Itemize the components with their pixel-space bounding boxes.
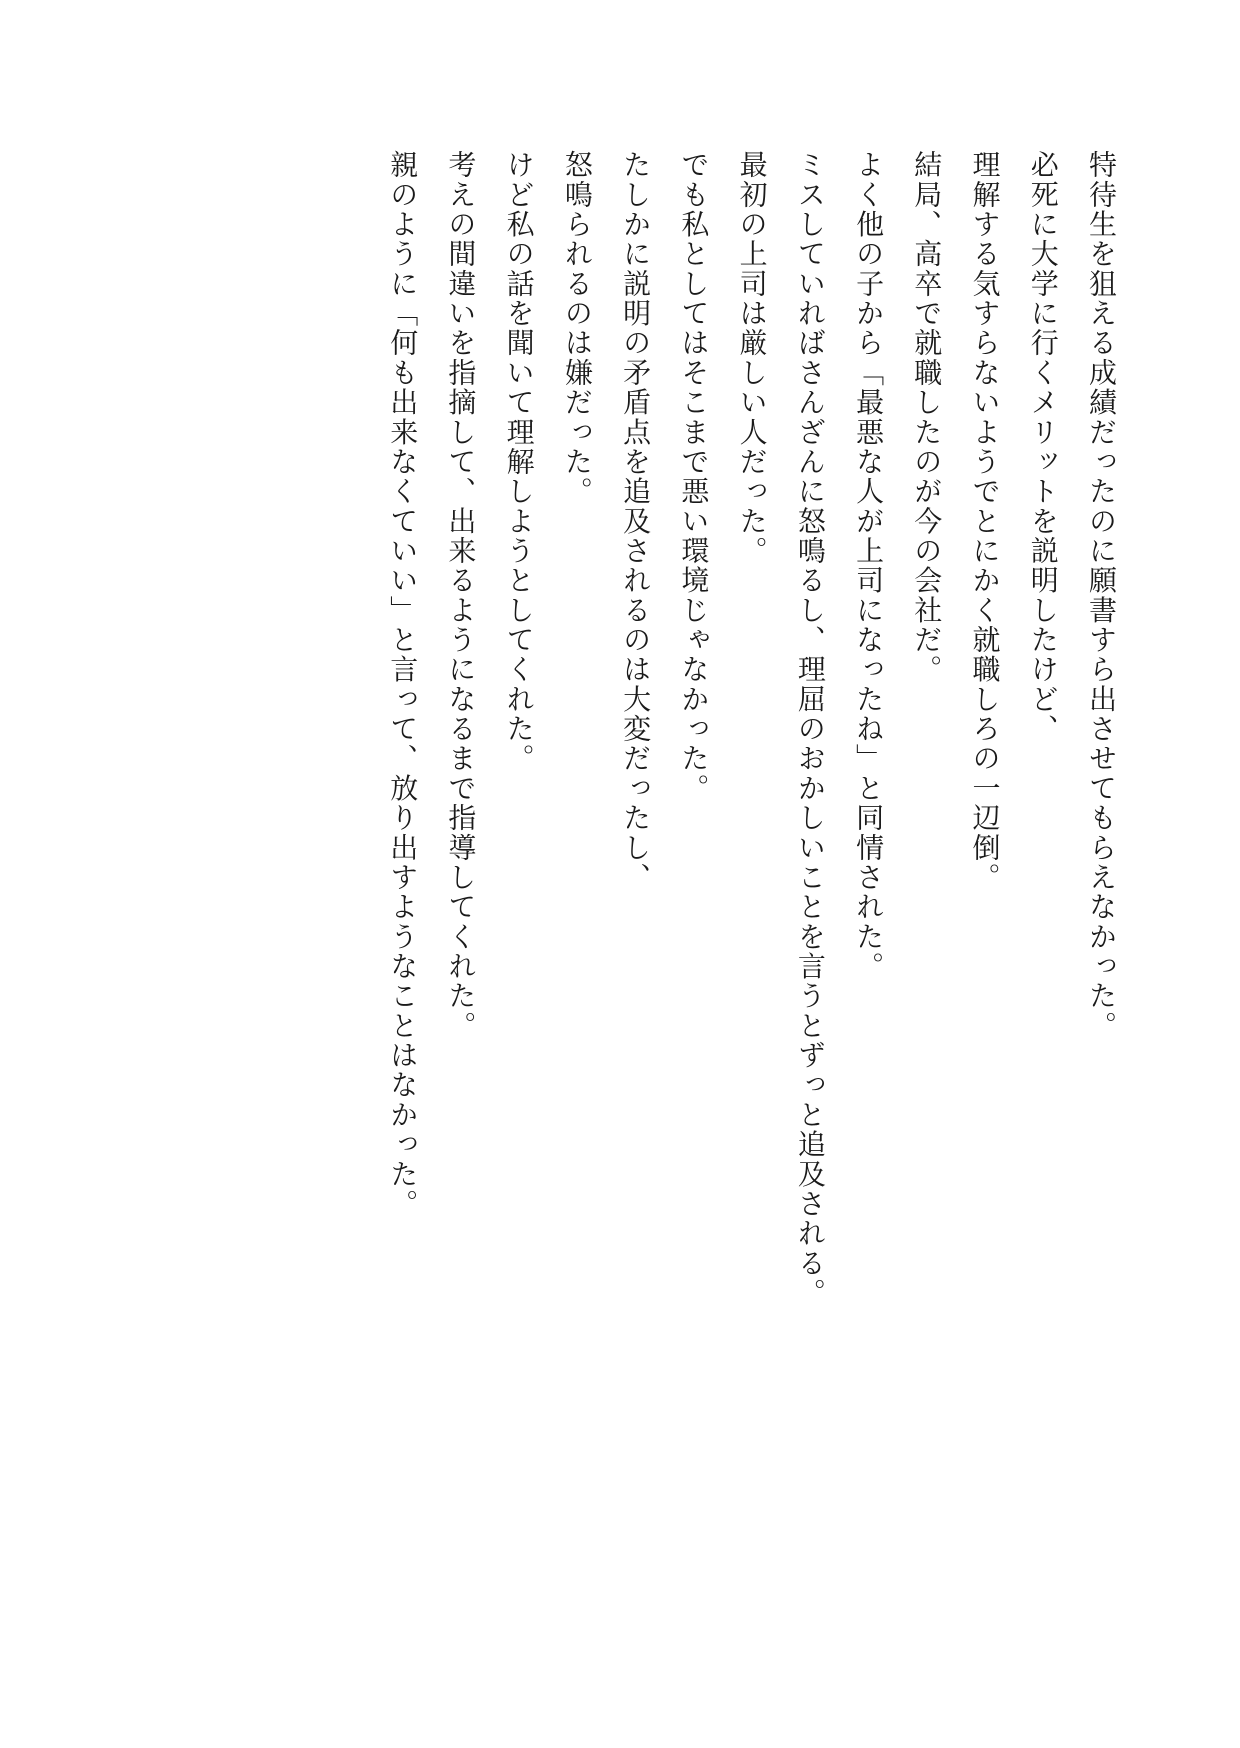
paragraph: 最初の上司は厳しい人だった。 <box>735 150 769 566</box>
vertical-body-text <box>310 150 1130 1470</box>
paragraph: 考えの間違いを指摘して、出来るようになるまで指導してくれた。 <box>444 150 478 1041</box>
paragraph: ミスしていればさんざんに怒鳴るし、理屈のおかしいことを言うとずっと追及される。 <box>793 150 827 1308</box>
paragraph: でも私としてはそこまで悪い環境じゃなかった。 <box>677 150 711 803</box>
paragraph: 理解する気すらないようでとにかく就職しろの一辺倒。 <box>968 150 1002 892</box>
paragraph: たしかに説明の矛盾点を追及されるのは大変だったし、 <box>619 150 653 892</box>
paragraph: 結局、高卒で就職したのが今の会社だ。 <box>910 150 944 685</box>
paragraph: 特待生を狙える成績だったのに願書すら出させてもらえなかった。 <box>1085 150 1118 1041</box>
paragraph: 必死に大学に行くメリットを説明したけど、 <box>1026 150 1060 744</box>
paragraph: 親のように「何も出来なくていい」と言って、放り出すようなことはなかった。 <box>386 150 420 1219</box>
paragraph: けど私の話を聞いて理解しようとしてくれた。 <box>502 150 536 774</box>
paragraph: よく他の子から「最悪な人が上司になったね」と同情された。 <box>852 150 886 982</box>
paragraph: 怒鳴られるのは嫌だった。 <box>560 150 594 507</box>
